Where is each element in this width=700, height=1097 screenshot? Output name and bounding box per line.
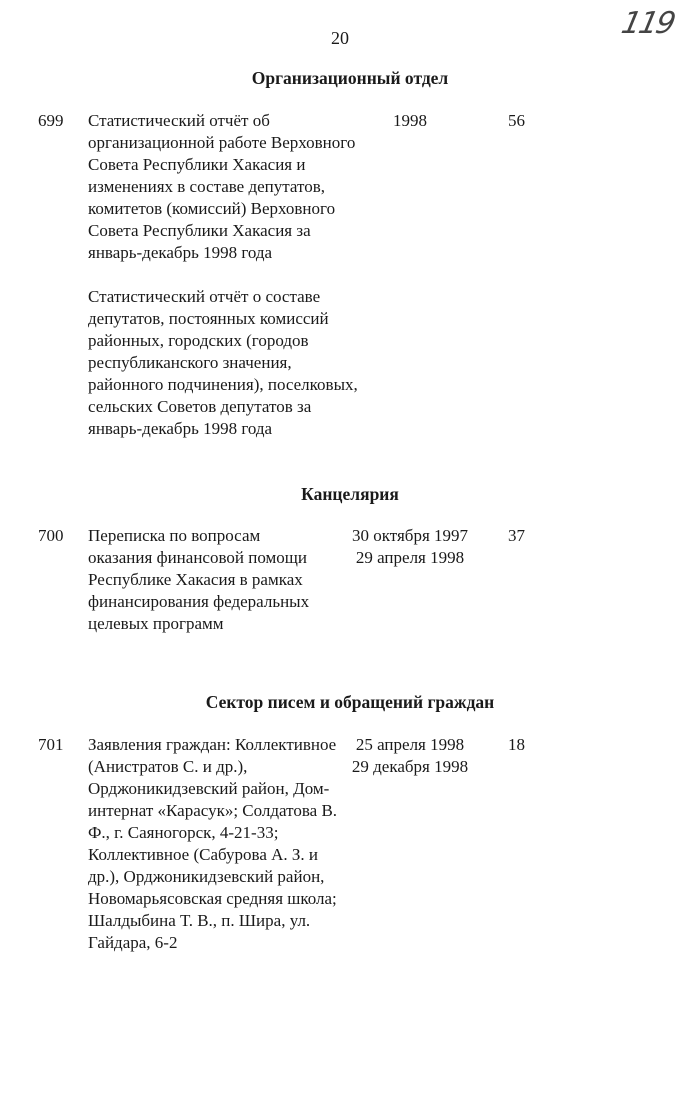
entry-date: 1998 [393, 111, 427, 130]
section-heading-org-department: Организационный отдел [251, 68, 449, 88]
entry-date-end: 29 апреля 1998 [355, 548, 465, 567]
entry-sheet-count: 37 [508, 526, 525, 545]
entry-description [88, 734, 338, 954]
entry-description-paragraph: Статистический отчёт об организационной работе Верховного Совета Республики Хакасия и изменениях в составе депутатов, комитетов (комиссий) Верховного Совета Республики Хакасия за январь-декабрь 1998 года [88, 111, 356, 262]
entry-description-paragraph: Заявления граждан: Коллективное (Анистратов С. и др.), Орджоникидзевский район, Дом-интернат «Карасук»; Солдатова В. Ф., г. Саяногорск, 4-21-33; Коллективное (Сабурова А. З. и др.), Орджоникидзевский район, Новомарьясовская средняя школа; Шалдыбина Т. В., п. Шира, ул. Гайдара, 6-2 [88, 735, 338, 952]
entry-number: 701 [38, 735, 64, 754]
section-heading-chancellery: Канцелярия [301, 484, 399, 504]
entry-description [88, 525, 316, 635]
entry-description [88, 110, 363, 440]
page-number: 20 [331, 28, 349, 48]
entry-number: 699 [38, 111, 64, 130]
entry-dates [340, 525, 480, 569]
entry-sheet-count: 56 [508, 111, 525, 130]
entry-dates [340, 734, 480, 778]
entry-date-start: 30 октября 1997 [351, 526, 469, 545]
section-heading-citizen-letters: Сектор писем и обращений граждан [205, 692, 495, 712]
entry-dates [340, 110, 480, 132]
entry-description-paragraph: Переписка по вопросам оказания финансовой помощи Республике Хакасия в рамках финансирования федеральных целевых программ [88, 526, 310, 633]
entry-date-start: 25 апреля 1998 [355, 735, 465, 754]
handwritten-sheet-number: 119 [618, 6, 677, 41]
entry-description-paragraph: Статистический отчёт о составе депутатов, постоянных комиссий районных, городских (городов республиканского значения, районного подчинения), поселковых, сельских Советов депутатов за январь-декабрь 1998 года [88, 287, 358, 438]
entry-number: 700 [38, 526, 64, 545]
entry-date-end: 29 декабря 1998 [351, 757, 469, 776]
entry-sheet-count: 18 [508, 735, 525, 754]
